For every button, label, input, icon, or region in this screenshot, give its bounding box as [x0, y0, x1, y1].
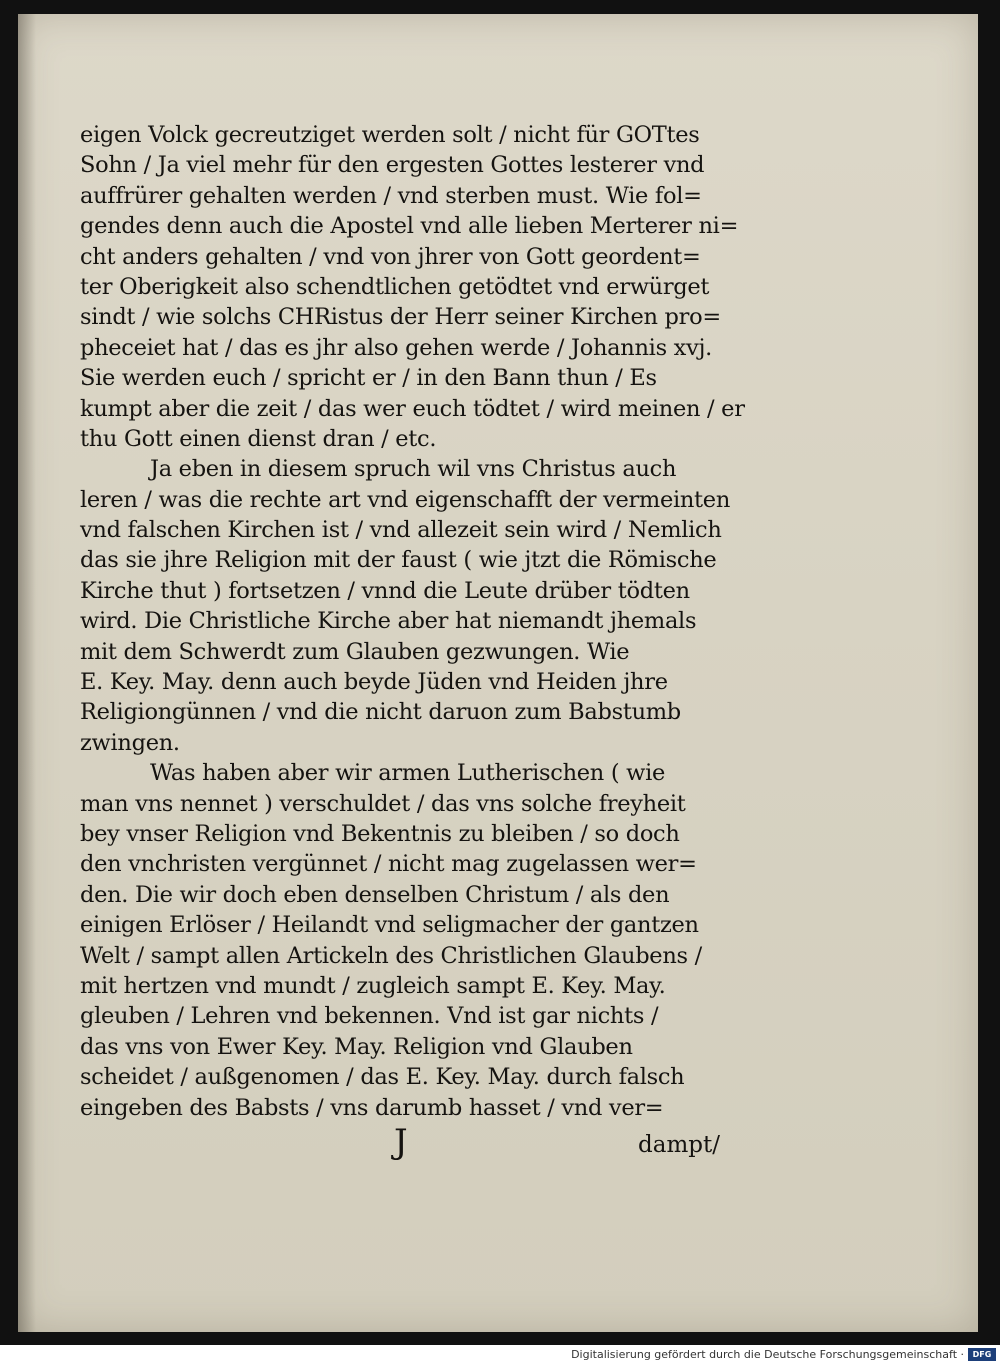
- text-line: das vns von Ewer Key. May. Religion vnd Glauben: [80, 1033, 633, 1060]
- text-line: E. Key. May. denn auch beyde Jüden vnd Heiden jhre: [80, 669, 668, 696]
- text-line: Welt / sampt allen Artickeln des Christlichen Glaubens /: [80, 942, 702, 969]
- text-line: bey vnser Religion vnd Bekentnis zu bleiben / so doch: [80, 820, 680, 847]
- text-line: den vnchristen vergünnet / nicht mag zugelassen wer=: [80, 851, 697, 878]
- text-line: auffrürer gehalten werden / vnd sterben must. Wie fol=: [80, 182, 702, 209]
- text-line: leren / was die rechte art vnd eigenschafft der vermeinten: [80, 486, 731, 513]
- text-line: den. Die wir doch eben denselben Christum / als den: [80, 881, 670, 908]
- text-line: mit hertzen vnd mundt / zugleich sampt E. Key. May.: [80, 972, 666, 999]
- signature-mark: J: [394, 1122, 408, 1162]
- text-line-indented: Was haben aber wir armen Lutherischen ( wie: [150, 760, 666, 787]
- text-line: ter Oberigkeit also schendtlichen getödtet vnd erwürget: [80, 273, 710, 300]
- text-line: gleuben / Lehren vnd bekennen. Vnd ist gar nichts /: [80, 1003, 659, 1030]
- text-line: zwingen.: [80, 729, 180, 756]
- text-line: Religiongünnen / vnd die nicht daruon zum Babstumb: [80, 699, 681, 726]
- page-text-block: [80, 120, 745, 1123]
- text-line: eigen Volck gecreutziget werden solt / nicht für GOTtes: [80, 122, 700, 148]
- text-line: cht anders gehalten / vnd von jhrer von Gott geordent=: [80, 243, 701, 270]
- catchword: dampt/: [638, 1132, 720, 1158]
- text-line: Sohn / Ja viel mehr für den ergesten Gottes lesterer vnd: [80, 152, 705, 179]
- text-line-indented: Ja eben in diesem spruch wil vns Christus auch: [150, 456, 677, 483]
- text-line: Sie werden euch / spricht er / in den Bann thun / Es: [80, 365, 657, 392]
- footer-bar: [0, 1345, 1000, 1365]
- text-line: scheidet / außgenomen / das E. Key. May. durch falsch: [80, 1064, 685, 1091]
- book-page: [18, 14, 978, 1332]
- text-line: pheceiet hat / das es jhr also gehen werde / Johannis xvj.: [80, 334, 713, 361]
- text-line: Kirche thut ) fortsetzen / vnnd die Leute drüber tödten: [80, 577, 690, 604]
- text-line: gendes denn auch die Apostel vnd alle lieben Merterer ni=: [80, 213, 739, 240]
- text-line: thu Gott einen dienst dran / etc.: [80, 425, 437, 452]
- text-line: eingeben des Babsts / vns darumb hasset / vnd ver=: [80, 1094, 664, 1121]
- text-line: das sie jhre Religion mit der faust ( wie jtzt die Römische: [80, 547, 717, 574]
- dfg-logo: DFG: [968, 1348, 996, 1361]
- text-line: sindt / wie solchs CHRistus der Herr seiner Kirchen pro=: [80, 304, 721, 331]
- text-line: einigen Erlöser / Heilandt vnd seligmacher der gantzen: [80, 912, 699, 939]
- text-line: man vns nennet ) verschuldet / das vns solche freyheit: [80, 790, 686, 817]
- text-line: mit dem Schwerdt zum Glauben gezwungen. Wie: [80, 638, 630, 665]
- text-line: wird. Die Christliche Kirche aber hat niemandt jhemals: [80, 608, 697, 635]
- text-line: vnd falschen Kirchen ist / vnd allezeit sein wird / Nemlich: [80, 517, 722, 544]
- funding-credit: Digitalisierung gefördert durch die Deutsche Forschungsgemeinschaft ·: [571, 1348, 964, 1361]
- text-line: kumpt aber die zeit / das wer euch tödtet / wird meinen / er: [80, 395, 745, 422]
- page-gutter-shadow: [18, 14, 36, 1332]
